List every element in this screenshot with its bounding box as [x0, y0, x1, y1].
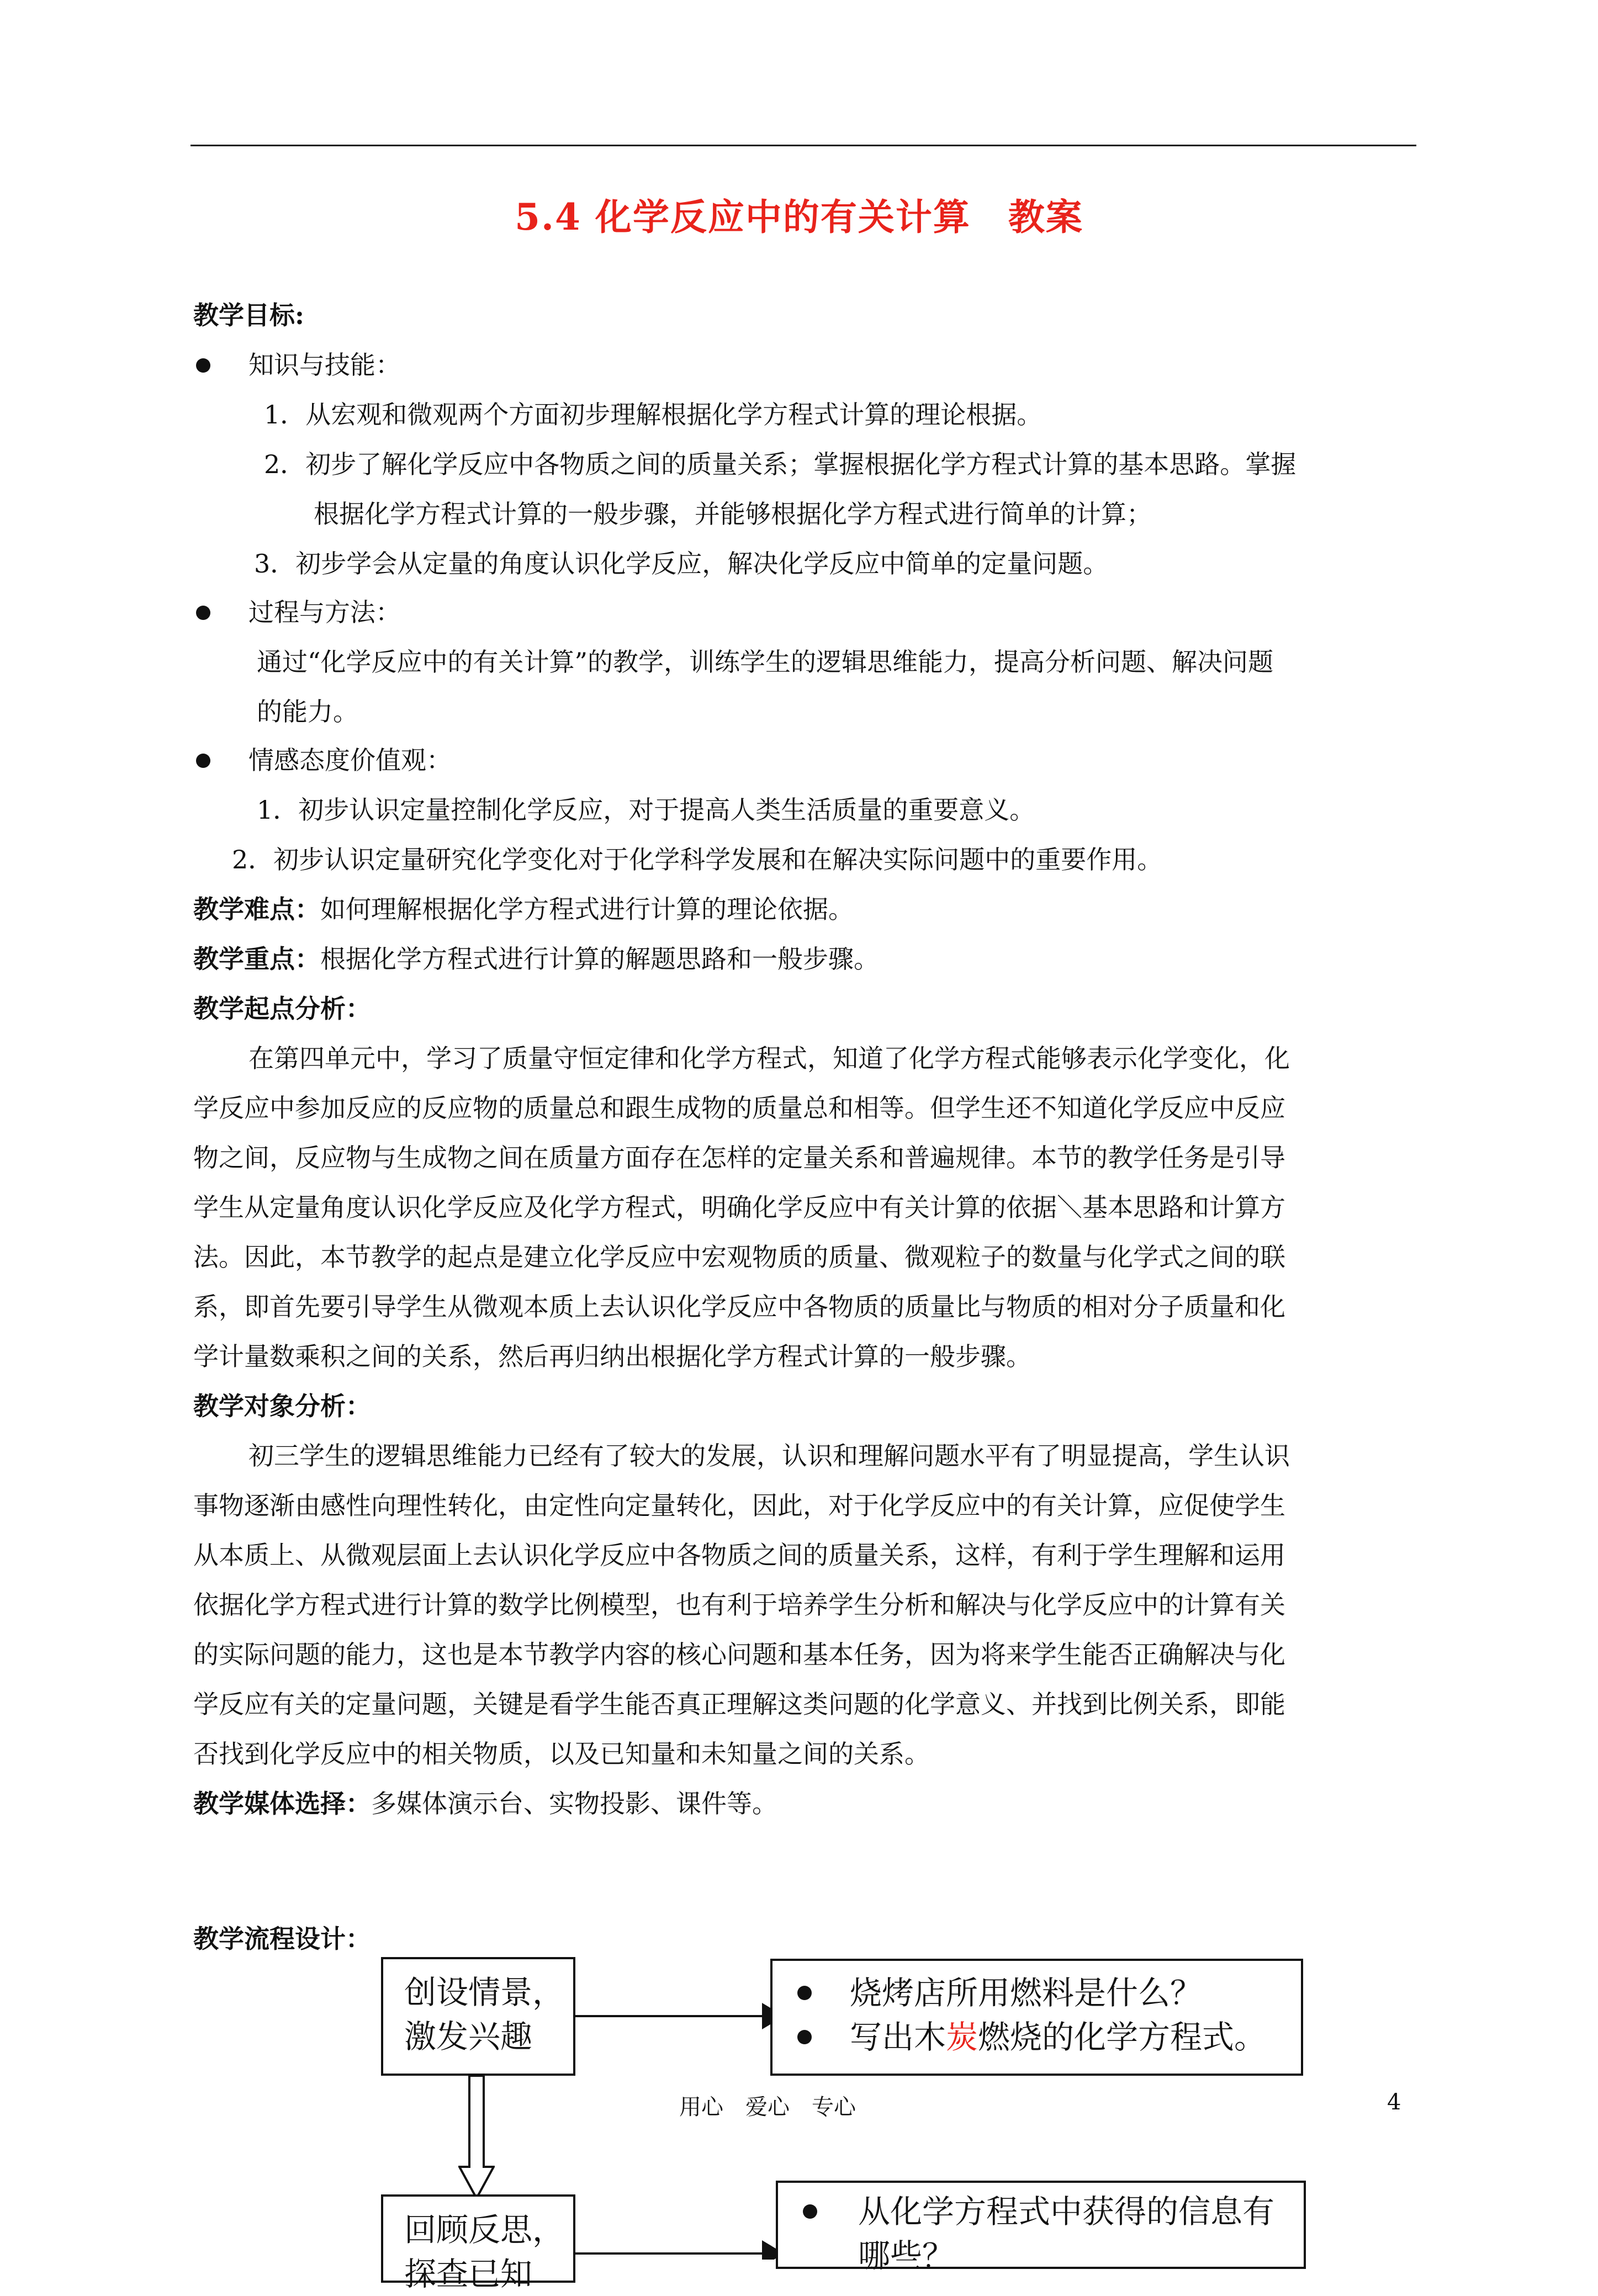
difficulty-text: 如何理解根据化学方程式进行计算的理论依据。	[320, 894, 854, 924]
knowledge-item-2-cont: 根据化学方程式计算的一般步骤，并能够根据化学方程式进行简单的计算；	[314, 499, 1152, 529]
flow-heading: 教学流程设计：	[193, 1924, 371, 1954]
key-label: 教学重点：	[193, 944, 320, 974]
goals-heading: 教学目标:	[193, 300, 304, 330]
flow-step-1-box	[381, 1957, 575, 2076]
target-line: 的实际问题的能力，这也是本节教学内容的核心问题和基本任务，因为将来学生能否正确解决与化	[193, 1640, 1285, 1669]
flow-info-1-item-2	[772, 2015, 1301, 2059]
target-line: 事物逐渐由感性向理性转化，由定性向定量转化，因此，对于化学反应中的有关计算，应促使学生	[193, 1491, 1285, 1520]
flow-info-2-item-1	[778, 2189, 1304, 2234]
difficulty-label: 教学难点：	[193, 894, 320, 924]
key-row	[193, 935, 879, 983]
media-row	[193, 1779, 777, 1828]
emotion-item-2: 2．初步认识定量研究化学变化对于化学科学发展和在解决实际问题中的重要作用。	[232, 845, 1163, 874]
bullet-dot	[797, 1986, 812, 2000]
target-line: 学反应有关的定量问题，关键是看学生能否真正理解这类问题的化学意义、并找到比例关系，即能	[193, 1689, 1285, 1719]
bullet-dot	[196, 606, 210, 620]
section-emotion: 情感态度价值观：	[248, 745, 452, 775]
knowledge-item-1: 1．从宏观和微观两个方面初步理解根据化学方程式计算的理论根据。	[264, 400, 1043, 429]
flow-arrow-down	[458, 2076, 495, 2200]
bullet-dot	[797, 2030, 812, 2044]
emotion-item-1: 1．初步认识定量控制化学反应，对于提高人类生活质量的重要意义。	[257, 795, 1035, 825]
flow-info-2-text-1: 从化学方程式中获得的信息有	[858, 2193, 1275, 2230]
difficulty-row	[193, 885, 854, 934]
start-line: 学反应中参加反应的反应物的质量总和跟生成物的质量总和相等。但学生还不知道化学反应中反应	[193, 1093, 1285, 1123]
knowledge-item-3: 3．初步学会从定量的角度认识化学反应，解决化学反应中简单的定量问题。	[254, 549, 1109, 579]
process-line-2: 的能力。	[257, 697, 358, 727]
start-line: 系，即首先要引导学生从微观本质上去认识化学反应中各物质的质量比与物质的相对分子质量和化	[193, 1292, 1285, 1322]
start-line: 学计量数乘积之间的关系，然后再归纳出根据化学方程式计算的一般步骤。	[193, 1341, 1031, 1371]
flow-arrow-1-shaft	[575, 2015, 766, 2017]
page-title: 5.4 化学反应中的有关计算 教案	[515, 195, 1083, 238]
bullet-dot	[196, 358, 210, 373]
flow-info-1-text-2b: 炭	[946, 2018, 978, 2056]
target-line: 依据化学方程式进行计算的数学比例模型，也有利于培养学生分析和解决与化学反应中的计算有关	[193, 1590, 1285, 1620]
footer-center: 用心 爱心 专心	[679, 2094, 856, 2120]
flow-info-box-2	[776, 2181, 1306, 2274]
flow-info-2-text-2: 哪些？	[858, 2237, 955, 2274]
flow-step-2-line-2: 探查已知	[404, 2255, 533, 2293]
flow-info-1-text-2c: 燃烧的化学方程式。	[978, 2018, 1267, 2056]
key-text: 根据化学方程式进行计算的解题思路和一般步骤。	[320, 944, 879, 974]
start-line: 法。因此，本节教学的起点是建立化学反应中宏观物质的质量、微观粒子的数量与化学式之间的联	[193, 1242, 1285, 1272]
target-line: 初三学生的逻辑思维能力已经有了较大的发展，认识和理解问题水平有了明显提高，学生认识	[248, 1441, 1290, 1471]
flow-step-2-box	[381, 2194, 575, 2293]
bullet-dot	[803, 2204, 817, 2219]
target-line: 否找到化学反应中的相关物质，以及已知量和未知量之间的关系。	[193, 1739, 930, 1769]
flow-step-1-line-1: 创设情景，	[404, 1974, 565, 2011]
flow-arrow-2-shaft	[575, 2252, 766, 2255]
flow-step-2-line-1: 回顾反思，	[404, 2211, 565, 2249]
flow-step-1-line-2: 激发兴趣	[404, 2018, 533, 2055]
flow-info-1-text-2a: 写出木	[850, 2018, 946, 2056]
media-label: 教学媒体选择：	[193, 1789, 371, 1818]
start-heading: 教学起点分析：	[193, 994, 371, 1024]
section-knowledge: 知识与技能：	[248, 350, 401, 380]
start-line: 在第四单元中，学习了质量守恒定律和化学方程式，知道了化学方程式能够表示化学变化，化	[248, 1043, 1290, 1073]
flow-info-1-text-1: 烧烤店所用燃料是什么？	[850, 1974, 1203, 2012]
section-process: 过程与方法：	[248, 597, 401, 627]
start-line: 学生从定量角度认识化学反应及化学方程式，明确化学反应中有关计算的依据＼基本思路和计算方	[193, 1192, 1285, 1222]
flow-info-1-item-1	[772, 1971, 1301, 2015]
start-line: 物之间，反应物与生成物之间在质量方面存在怎样的定量关系和普遍规律。本节的教学任务是引导	[193, 1143, 1285, 1173]
target-line: 从本质上、从微观层面上去认识化学反应中各物质之间的质量关系，这样，有利于学生理解和运用	[193, 1540, 1285, 1570]
header-rule	[191, 145, 1416, 146]
knowledge-item-2: 2．初步了解化学反应中各物质之间的质量关系；掌握根据化学方程式计算的基本思路。掌握	[264, 449, 1297, 479]
footer-page-number: 4	[1387, 2090, 1401, 2115]
target-heading: 教学对象分析：	[193, 1391, 371, 1421]
bullet-dot	[196, 754, 210, 768]
flow-info-box-1	[770, 1959, 1303, 2076]
media-text: 多媒体演示台、实物投影、课件等。	[371, 1789, 777, 1818]
process-line-1: 通过“化学反应中的有关计算”的教学，训练学生的逻辑思维能力，提高分析问题、解决问题	[257, 647, 1274, 677]
